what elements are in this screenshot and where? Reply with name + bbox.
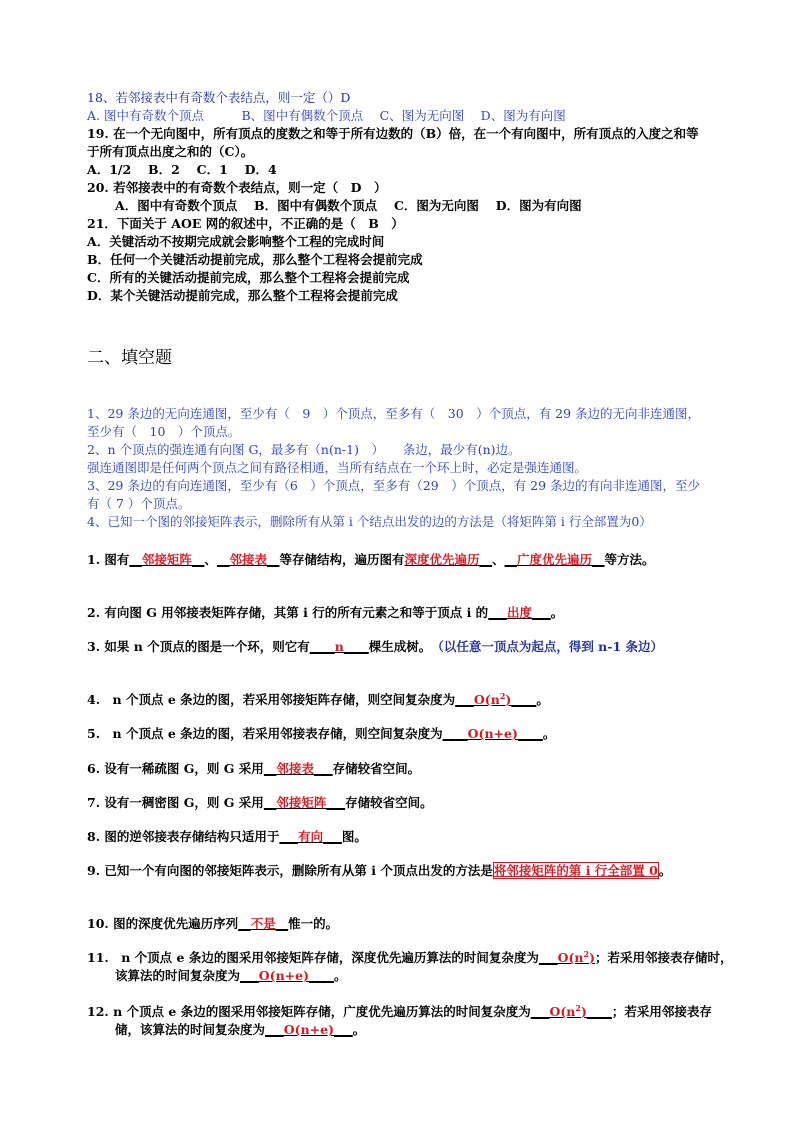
fill-q1: 1. 图有__邻接矩阵__、__邻接表__等存储结构，遍历图有深度优先遍历__、__广度优先遍历__等方法。 bbox=[87, 552, 655, 567]
q21-option-c: C．所有的关键活动提前完成，那么整个工程将会提前完成 bbox=[87, 270, 410, 285]
q19-options: A．1/2 B．2 C．1 D．4 bbox=[87, 162, 277, 177]
fill-q8-answer: 有向 bbox=[298, 829, 324, 844]
blue-item-2: 2、n 个顶点的强连通有向图 G，最多有（n(n-1) ） 条边，最少有(n)边。 bbox=[87, 442, 521, 457]
fill-q1-answer-1: 邻接矩阵 bbox=[141, 552, 192, 567]
fill-q12-answer-2: O(n+e) bbox=[283, 1022, 334, 1037]
fill-q3-note: （以任意一顶点为起点，得到 n-1 条边） bbox=[437, 639, 664, 654]
q20-options: A．图中有奇数个顶点 B．图中有偶数个顶点 C．图为无向图 D．图为有向图 bbox=[115, 198, 582, 213]
blue-item-1: 1、29 条边的无向连通图，至少有（ 9 ）个顶点，至多有（ 30 ）个顶点，有 29 条边的无向非连通图，至少有（ 10 ）个顶点。 bbox=[87, 406, 701, 439]
fill-q10-answer: 不是 bbox=[250, 916, 276, 931]
fill-q10: 10. 图的深度优先遍历序列__不是__惟一的。 bbox=[87, 916, 339, 931]
fill-q6-answer: 邻接表 bbox=[276, 761, 314, 776]
q18-stem: 18、若邻接表中有奇数个表结点，则一定（）D bbox=[87, 90, 351, 105]
fill-q3: 3. 如果 n 个顶点的图是一个环，则它有____n____棵生成树。 （以任意一顶点为起点，得到 n-1 条边） bbox=[87, 639, 664, 654]
section-title: 二、填空题 bbox=[87, 348, 172, 368]
fill-q7: 7. 设有一稠密图 G，则 G 采用__邻接矩阵___存储较省空间。 bbox=[87, 795, 433, 810]
fill-q9: 9. 已知一个有向图的邻接矩阵表示，删除所有从第 i 个顶点出发的方法是将邻接矩阵的第 i 行全部置 0。 bbox=[87, 863, 672, 878]
fill-q9-answer: 将邻接矩阵的第 i 行全部置 0 bbox=[493, 863, 658, 878]
q21-stem: 21．下面关于 AOE 网的叙述中，不正确的是（ B ） bbox=[87, 216, 404, 231]
q18-options: A. 图中有奇数个顶点 B、图中有偶数个顶点 C、图为无向图 D、图为有向图 bbox=[87, 108, 566, 123]
fill-q7-answer: 邻接矩阵 bbox=[276, 795, 327, 810]
fill-q6: 6. 设有一稀疏图 G，则 G 采用__邻接表___存储较省空间。 bbox=[87, 761, 421, 776]
q21-option-a: A．关键活动不按期完成就会影响整个工程的完成时间 bbox=[87, 234, 385, 249]
blue-item-3: 3、29 条边的有向连通图，至少有（6 ）个顶点，至多有（29 ）个顶点，有 29 条边的有向非连通图，至少有（ 7 ）个顶点。 bbox=[87, 478, 701, 511]
fill-q11: 11. n 个顶点 e 条边的图采用邻接矩阵存储，深度优先遍历算法的时间复杂度为$\_\_\_O(n^2)$；若采用邻接表存储时，该算法的时间复杂度为___O(n+e)____。 bbox=[87, 948, 733, 983]
fill-q5: 5. n 个顶点 e 条边的图，若采用邻接表存储，则空间复杂度为____O(n+e)____。 bbox=[87, 726, 556, 741]
q21-option-b: B．任何一个关键活动提前完成，那么整个工程将会提前完成 bbox=[87, 252, 423, 267]
fill-q12: 12. n 个顶点 e 条边的图采用邻接矩阵存储，广度优先遍历算法的时间复杂度为$\_\_\_O(n^2)\_\_\_\_$；若采用邻接表存储，该算法的时间复杂度为___O(n+e)___。 bbox=[87, 1002, 712, 1037]
fill-q3-answer: n bbox=[334, 639, 344, 654]
fill-q8: 8. 图的逆邻接表存储结构只适用于___有向___图。 bbox=[87, 829, 367, 844]
fill-q2-answer: 出度 bbox=[506, 605, 532, 620]
blue-item-4: 4、已知一个图的邻接矩阵表示，删除所有从第 i 个结点出发的边的方法是（将矩阵第 i 行全部置为0） bbox=[87, 514, 652, 529]
fill-q4: 4. n 个顶点 e 条边的图，若采用邻接矩阵存储，则空间复杂度为$\_\_\_O(n^2)\_\_\_\_$。 bbox=[87, 690, 549, 707]
blue-item-2-note: 强连通图即是任何两个顶点之间有路径相通，当所有结点在一个环上时，必定是强连通图。 bbox=[87, 460, 588, 475]
fill-q11-answer-2: O(n+e) bbox=[258, 968, 309, 983]
fill-q1-answer-2: 邻接表 bbox=[229, 552, 267, 567]
fill-q12-answer-1: $O(n^2)$ bbox=[549, 1002, 587, 1019]
q20-stem: 20. 若邻接表中的有奇数个表结点，则一定（ D ） bbox=[87, 180, 387, 195]
fill-q5-answer: O(n+e) bbox=[467, 726, 518, 741]
q19-stem: 19. 在一个无向图中，所有顶点的度数之和等于所有边数的（B）倍，在一个有向图中，所有顶点的入度之和等于所有顶点出度之和的（C）。 bbox=[87, 126, 699, 159]
fill-q4-answer: $O(n^2)$ bbox=[473, 690, 512, 707]
q21-option-d: D．某个关键活动提前完成，那么整个工程将会提前完成 bbox=[87, 288, 398, 303]
fill-q1-answer-4: 广度优先遍历 bbox=[517, 552, 593, 567]
fill-q11-answer-1: $O(n^2)$ bbox=[557, 948, 596, 965]
fill-q2: 2. 有向图 G 用邻接表矩阵存储，其第 i 行的所有元素之和等于顶点 i 的___出度___。 bbox=[87, 605, 564, 620]
fill-q1-answer-3: 深度优先遍历 bbox=[404, 552, 480, 567]
